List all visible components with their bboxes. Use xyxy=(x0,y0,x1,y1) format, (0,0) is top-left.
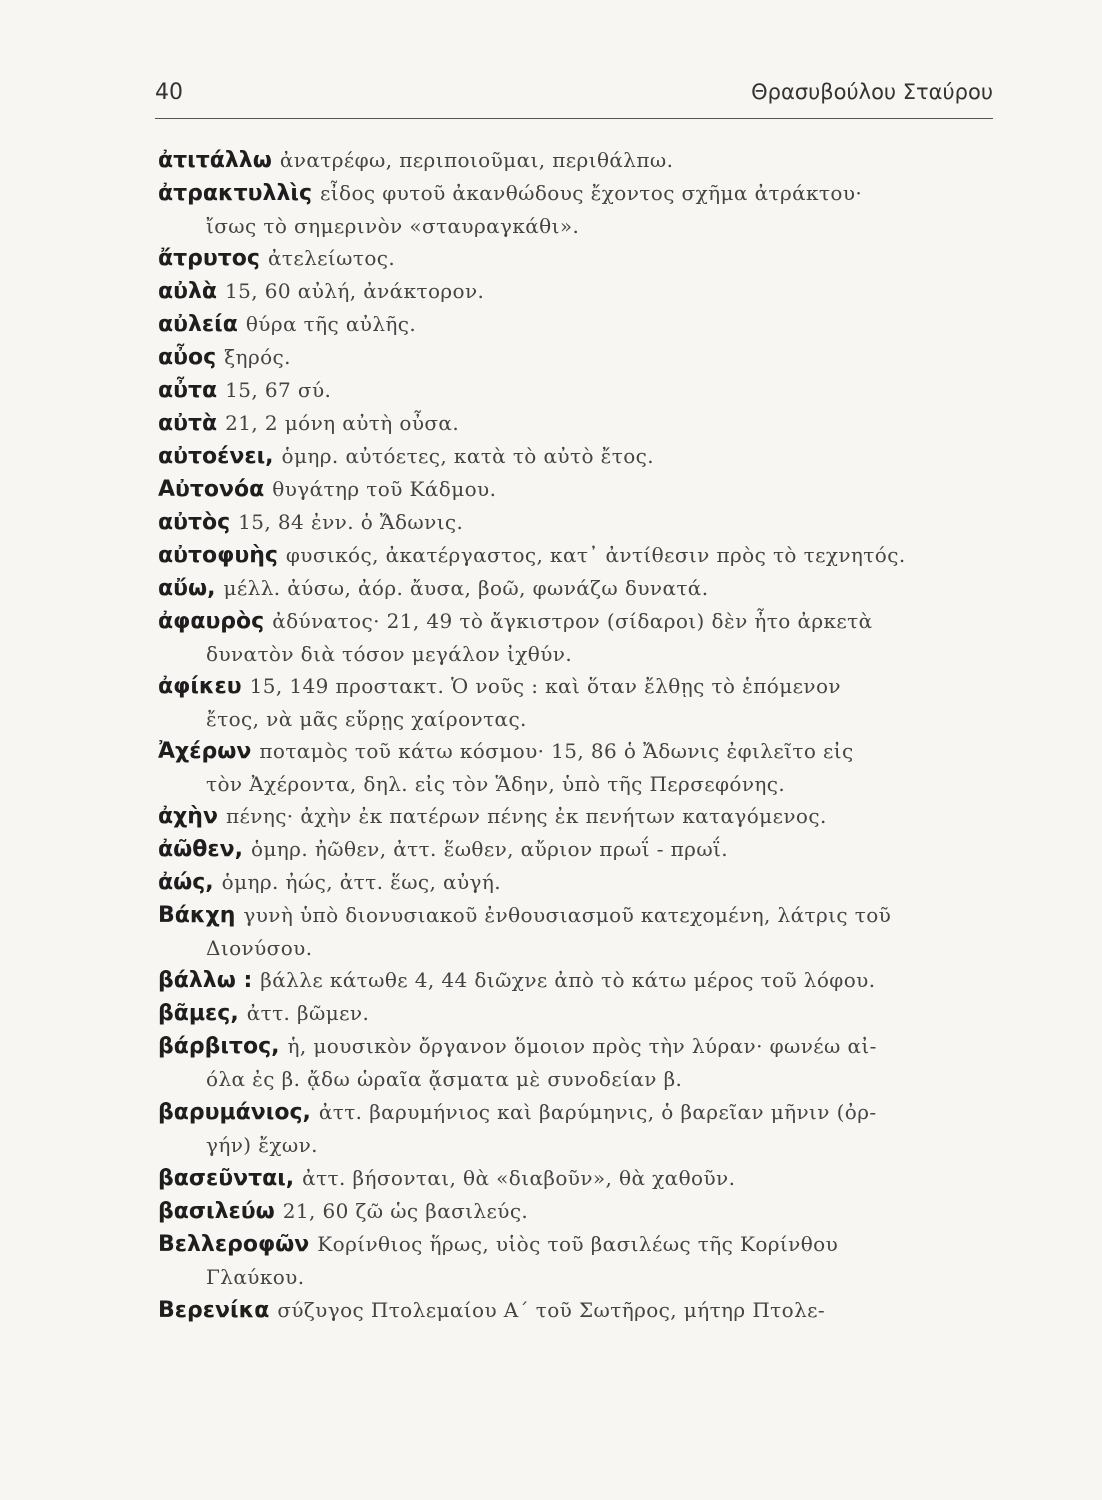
headword: Αὐτονόα xyxy=(158,477,265,502)
definition-continuation: Διονύσου. xyxy=(206,936,313,960)
glossary-entry xyxy=(158,572,1000,605)
headword: αὐτὰ xyxy=(158,411,218,436)
headword: αὖος xyxy=(158,345,217,370)
definition: ὁμηρ. ἠῶθεν, ἀττ. ἕωθεν, αὔριον πρωΐ - πρωΐ. xyxy=(250,837,729,861)
running-head: Θρασυβούλου Σταύρου xyxy=(751,80,993,104)
headword: αὐτοένει, xyxy=(158,444,274,469)
glossary-entries xyxy=(158,144,1000,1327)
definition: ἀνατρέφω, περιποιοῦμαι, περιθάλπω. xyxy=(279,148,674,172)
definition-continuation: δυνατὸν διὰ τόσον μεγάλον ἰχθύν. xyxy=(206,642,573,666)
definition: ἀττ. βαρυμήνιος καὶ βαρύμηνις, ὁ βαρεῖαν μῆνιν (ὀρ- xyxy=(318,1100,877,1124)
glossary-entry xyxy=(158,177,1000,242)
headword: ἀτιτάλλω xyxy=(158,148,272,173)
glossary-entry xyxy=(158,473,1000,506)
glossary-entry xyxy=(158,997,1000,1030)
glossary-entry xyxy=(158,1195,1000,1228)
glossary-entry xyxy=(158,242,1000,275)
definition: φυσικός, ἀκατέργαστος, κατ᾽ ἀντίθεσιν πρὸς τὸ τεχνητός. xyxy=(285,543,906,567)
headword: Ἀχέρων xyxy=(158,739,252,764)
glossary-entry xyxy=(158,374,1000,407)
headword: βάρβιτος, xyxy=(158,1034,280,1059)
glossary-entry xyxy=(158,670,1000,735)
definition: ἀτελείωτος. xyxy=(267,246,396,270)
headword: αὐτοφυὴς xyxy=(158,543,278,568)
definition: 15, 84 ἐνν. ὁ Ἄδωνις. xyxy=(238,510,464,534)
definition-continuation: ἴσως τὸ σημερινὸν «σταυραγκάθι». xyxy=(206,214,580,238)
glossary-entry xyxy=(158,144,1000,177)
glossary-entry xyxy=(158,899,1000,964)
glossary-entry xyxy=(158,866,1000,899)
headword: ἀχὴν xyxy=(158,804,218,829)
definition: εἶδος φυτοῦ ἀκανθώδους ἔχοντος σχῆμα ἀτράκτου· xyxy=(320,181,863,205)
definition: ὁμηρ. αὐτόετες, κατὰ τὸ αὐτὸ ἔτος. xyxy=(281,444,655,468)
glossary-entry xyxy=(158,735,1000,800)
headword: Βάκχη xyxy=(158,903,236,928)
headword: ἄτρυτος xyxy=(158,246,260,271)
glossary-entry xyxy=(158,440,1000,473)
headword: βᾶμες, xyxy=(158,1001,239,1026)
glossary-entry xyxy=(158,1096,1000,1162)
definition: γυνὴ ὑπὸ διονυσιακοῦ ἐνθουσιασμοῦ κατεχομένη, λάτρις τοῦ xyxy=(243,903,892,927)
definition: βάλλε κάτωθε 4, 44 διῶχνε ἀπὸ τὸ κάτω μέρος τοῦ λόφου. xyxy=(260,968,876,992)
definition: ποταμὸς τοῦ κάτω κόσμου· 15, 86 ὁ Ἄδωνις ἐφιλεῖτο εἰς xyxy=(259,739,854,763)
headword: Βερενίκα xyxy=(158,1298,270,1323)
headword: βασεῦνται, xyxy=(158,1166,295,1191)
definition-continuation: τὸν Ἀχέροντα, δηλ. εἰς τὸν Ἅδην, ὑπὸ τῆς Περσεφόνης. xyxy=(206,772,786,796)
glossary-entry xyxy=(158,275,1000,308)
definition: ἡ, μουσικὸν ὄργανον ὅμοιον πρὸς τὴν λύραν· φωνέω αἰ- xyxy=(287,1034,877,1058)
headword: βαρυμάνιος, xyxy=(158,1100,311,1125)
definition: 15, 149 προστακτ. Ὁ νοῦς : καὶ ὅταν ἔλθῃς τὸ ἑπόμενον xyxy=(249,674,841,698)
definition: ἀττ. βήσονται, θὰ «διαβοῦν», θὰ χαθοῦν. xyxy=(302,1166,736,1190)
definition: πένης· ἀχὴν ἐκ πατέρων πένης ἐκ πενήτων καταγόμενος. xyxy=(225,804,827,828)
headword: αὐτὸς xyxy=(158,510,231,535)
definition: σύζυγος Πτολεμαίου Α΄ τοῦ Σωτῆρος, μήτηρ Πτολε- xyxy=(277,1298,826,1322)
glossary-entry xyxy=(158,1162,1000,1195)
headword: ἀφαυρὸς xyxy=(158,609,265,634)
definition: ὁμηρ. ἠώς, ἀττ. ἕως, αὐγή. xyxy=(221,870,502,894)
headword: Βελλεροφῶν xyxy=(158,1232,310,1257)
glossary-entry xyxy=(158,1030,1000,1096)
definition-continuation: Γλαύκου. xyxy=(206,1265,305,1289)
definition: ἀττ. βῶμεν. xyxy=(246,1001,370,1025)
definition: 15, 60 αὐλή, ἀνάκτορον. xyxy=(225,279,485,303)
headword: βάλλω : xyxy=(158,968,253,993)
headword: αὐλὰ xyxy=(158,279,218,304)
definition: θυγάτηρ τοῦ Κάδμου. xyxy=(272,477,497,501)
headword: αὐλεία xyxy=(158,312,238,337)
headword: ἀφίκευ xyxy=(158,674,242,699)
headword: ἀώς, xyxy=(158,870,214,895)
glossary-entry xyxy=(158,308,1000,341)
glossary-entry xyxy=(158,833,1000,866)
glossary-entry xyxy=(158,800,1000,833)
definition: μέλλ. ἀύσω, ἀόρ. ἄυσα, βοῶ, φωνάζω δυνατά. xyxy=(223,576,709,600)
glossary-entry xyxy=(158,506,1000,539)
glossary-entry xyxy=(158,964,1000,997)
glossary-entry xyxy=(158,341,1000,374)
glossary-entry xyxy=(158,407,1000,440)
headword: αὖτα xyxy=(158,378,218,403)
definition-continuation: όλα ἐς β. ᾄδω ὡραῖα ᾄσματα μὲ συνοδείαν β. xyxy=(206,1067,683,1091)
definition: θύρα τῆς αὐλῆς. xyxy=(245,312,417,336)
glossary-entry xyxy=(158,1228,1000,1294)
glossary-entry xyxy=(158,1294,1000,1327)
glossary-entry xyxy=(158,605,1000,670)
definition: 21, 60 ζῶ ὡς βασιλεύς. xyxy=(282,1199,529,1223)
headword: βασιλεύω xyxy=(158,1199,275,1224)
definition: Κορίνθιος ἥρως, υἱὸς τοῦ βασιλέως τῆς Κορίνθου xyxy=(317,1232,839,1256)
definition: 21, 2 μόνη αὐτὴ οὖσα. xyxy=(225,411,460,435)
definition: 15, 67 σύ. xyxy=(225,378,332,402)
headword: αὔω, xyxy=(158,576,216,601)
definition: ξηρός. xyxy=(224,345,291,369)
headword: ἀτρακτυλλὶς xyxy=(158,181,312,206)
definition: ἀδύνατος· 21, 49 τὸ ἄγκιστρον (σίδαροι) δὲν ἦτο ἀρκετὰ xyxy=(272,609,873,633)
page-number: 40 xyxy=(155,80,183,105)
definition-continuation: γήν) ἔχων. xyxy=(206,1133,318,1157)
page-header xyxy=(155,78,993,119)
headword: ἀῶθεν, xyxy=(158,837,243,862)
definition-continuation: ἔτος, νὰ μᾶς εὕρῃς χαίροντας. xyxy=(206,707,527,731)
glossary-entry xyxy=(158,539,1000,572)
